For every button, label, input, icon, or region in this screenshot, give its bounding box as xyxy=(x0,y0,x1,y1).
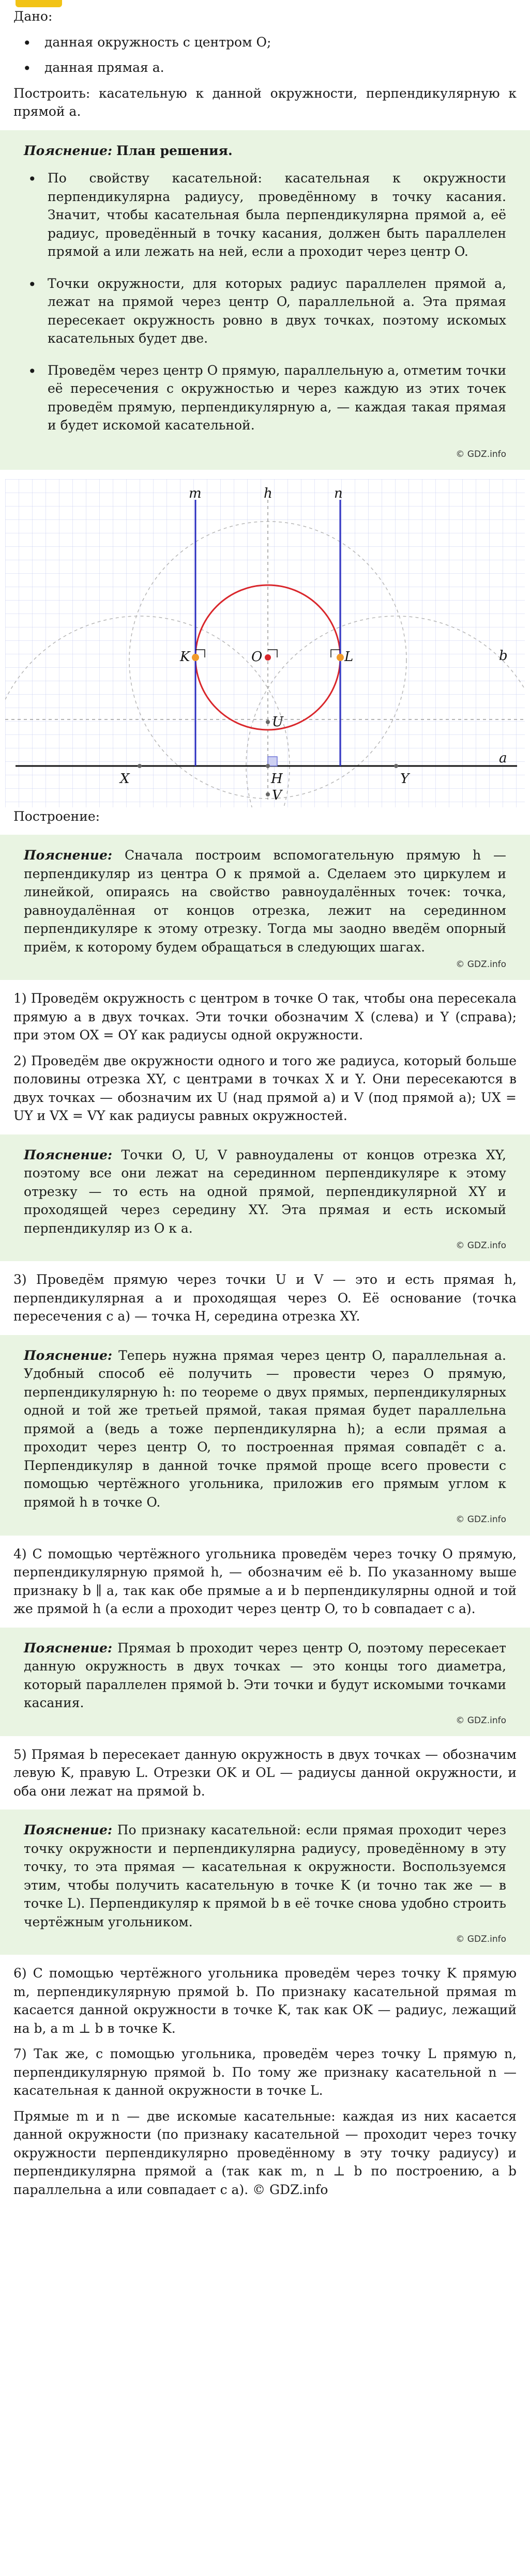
label-n: n xyxy=(334,485,343,501)
watermark: © GDZ.info xyxy=(456,1240,506,1251)
given-item: • данная окружность с центром O; xyxy=(13,33,517,52)
construct-statement: Построить: касательную к данной окружности, перпендикулярную к прямой a. xyxy=(13,85,517,119)
note-text: Прямая b проходит через центр O, поэтому пересекает данную окружность в двух точках — это концы того диаметра, который параллелен прямой b. Эти точки и будут искомыми точками касания. xyxy=(24,1640,506,1710)
label-x: X xyxy=(120,771,130,787)
explanation-diameter xyxy=(0,1628,530,1736)
plan-list xyxy=(24,169,506,435)
step-7: 7) Так же, с помощью угольника, проведём через точку L прямую n, перпендикулярную прямой b. По тому же признаку касательной n — касательная к данной окружности в точке L. xyxy=(13,2046,517,2098)
point-y xyxy=(394,764,398,768)
label-l: L xyxy=(344,649,354,665)
watermark: © GDZ.info xyxy=(456,449,506,459)
label-h: h xyxy=(264,485,272,501)
plan-item: • Проведём через центр O прямую, параллельную a, отметим точки её пересечения с окружностью и через каждую из этих точек проведём прямую, перпендикулярную a, — каждая такая прямая и будет искомой касательной. xyxy=(24,361,506,435)
explanation-parallel xyxy=(0,1335,530,1536)
construction-title: Построение: xyxy=(13,808,100,824)
step-1: 1) Проведём окружность с центром в точке O так, чтобы она пересекала прямую a в двух точках. Эти точки обозначим X (слева) и Y (справа); при этом OX = OY как радиусы одной окружности. xyxy=(13,991,517,1043)
watermark: © GDZ.info xyxy=(456,1514,506,1525)
note-title: План решения. xyxy=(116,143,233,158)
note-label: Пояснение: xyxy=(24,143,113,158)
watermark: © GDZ.info xyxy=(456,1715,506,1726)
point-h xyxy=(266,764,270,768)
final-text: Прямые m и n — две искомые касательные: каждая из них касается данной окружности (по признаку касательной — проходит через точку окружности перпендикулярно проведённому в эту точку радиусу) и перпендикулярна прямой a (так как m, n ⊥ b по построению, а b параллельна a или совпадает с a). xyxy=(13,2108,517,2197)
final-watermark: © GDZ.info xyxy=(252,2182,328,2197)
point-x xyxy=(138,764,142,768)
given-list xyxy=(13,33,517,77)
grid-background xyxy=(5,479,525,807)
point-o xyxy=(265,654,271,661)
explanation-midperpendicular xyxy=(0,1134,530,1262)
final-conclusion xyxy=(13,2107,517,2199)
note-label: Пояснение: xyxy=(24,1347,113,1363)
plan-item: • По свойству касательной: касательная к окружности перпендикулярна радиусу, проведённому в точку касания. Значит, чтобы касательная была перпендикулярна прямой a, её радиус, проведённый в точку касания, должен быть параллелен прямой a или лежать на ней, если a проходит через центр O. xyxy=(24,169,506,261)
step-2: 2) Проведём две окружности одного и того же радиуса, который больше половины отрезка XY, с центрами в точках X и Y. Они пересекаются в двух точках — обозначим их U (над прямой a) и V (под прямой a); UX = UY и VX = VY как радиусы равных окружностей. xyxy=(13,1053,517,1124)
step-4: 4) С помощью чертёжного угольника проведём через точку O прямую, перпендикулярную прямой h, — обозначим её b. По указанному выше признаку b ∥ a, так как обе прямые a и b перпендикулярны одной и той же прямой h (а если a проходит через центр O, то b совпадает с a). xyxy=(13,1546,517,1616)
note-text: Теперь нужна прямая через центр O, параллельная a. Удобный способ её получить — провести через O прямую, перпендикулярную h: по теореме о двух прямых, перпендикулярных одной и той же третьей прямой, такая прямая будет параллельна прямой a (ведь a тоже перпендикулярна h); а если прямая a проходит через центр O, то построенная прямая совпадёт с a. Перпендикуляр в данной точке прямой проще всего провести с помощью чертёжного угольника, приложив его прямым углом к прямой h в точке O. xyxy=(24,1347,507,1510)
plan-item: • Точки окружности, для которых радиус параллелен прямой a, лежат на прямой через центр O, параллельной a. Эта прямая пересекает окружность ровно в двух точках, поэтому искомых касательных будет две. xyxy=(24,274,506,348)
step-5: 5) Прямая b пересекает данную окружность в двух точках — обозначим левую K, правую L. Отрезки OK и OL — радиусы данной окружности, и оба они лежат на прямой b. xyxy=(13,1746,517,1799)
watermark: © GDZ.info xyxy=(456,1934,506,1945)
label-u: U xyxy=(272,714,283,730)
point-l xyxy=(337,654,344,661)
label-v: V xyxy=(272,787,282,803)
note-label: Пояснение: xyxy=(24,1147,113,1162)
given-title: Дано: xyxy=(13,9,53,24)
construction-diagram xyxy=(5,479,525,807)
note-label: Пояснение: xyxy=(24,1822,113,1838)
label-y: Y xyxy=(400,771,410,787)
explanation-perpendicular xyxy=(0,835,530,980)
step-3: 3) Проведём прямую через точки U и V — это и есть прямая h, перпендикулярная a и проходящая через O. Её основание (точка пересечения с a) — точка H, середина отрезка XY. xyxy=(13,1272,517,1324)
note-text: Сначала построим вспомогательную прямую h — перпендикуляр из центра O к прямой a. Сделаем это циркулем и линейкой, опираясь на свойство равноудалённых точек: точка, равноудалённая от концов отрезка, лежит на серединном перпендикуляре к этому отрезку. Тогда мы заодно введём опорный приём, к которому будем обращаться в следующих шагах. xyxy=(24,848,506,955)
label-a: a xyxy=(499,750,507,766)
explanation-plan xyxy=(0,130,530,470)
point-v xyxy=(266,792,270,796)
label-h-point: H xyxy=(271,771,283,787)
label-o: O xyxy=(251,649,263,665)
given-item: • данная прямая a. xyxy=(13,58,517,77)
note-label: Пояснение: xyxy=(24,848,113,863)
point-k xyxy=(192,654,199,661)
note-text: Точки O, U, V равноудалены от концов отрезка XY, поэтому все они лежат на серединном перпендикуляре к этому отрезку — то есть на одной прямой, перпендикулярной XY и проходящей через середину XY. Эта прямая и есть искомый перпендикуляр из O к a. xyxy=(24,1147,506,1236)
explanation-tangent xyxy=(0,1810,530,1955)
note-label: Пояснение: xyxy=(24,1640,113,1655)
section-badge xyxy=(16,0,62,7)
note-text: По признаку касательной: если прямая проходит через точку окружности и перпендикулярна радиусу, проведённому в эту точку, то эта прямая — касательная к окружности. Воспользуемся этим, чтобы получить касательную в точке K (и точно так же — в точке L). Перпендикуляр к прямой b в её точке снова удобно строить чертёжным угольником. xyxy=(24,1822,506,1929)
label-b: b xyxy=(499,648,508,664)
step-6: 6) С помощью чертёжного угольника проведём через точку K прямую m, перпендикулярную прямой b. По признаку касательной прямая m касается данной окружности в точке K, так как OK — радиус, лежащий на b, а m ⊥ b в точке K. xyxy=(13,1966,517,2036)
watermark: © GDZ.info xyxy=(456,959,506,970)
label-k: K xyxy=(180,649,190,665)
label-m: m xyxy=(189,485,202,501)
point-u xyxy=(266,720,270,724)
